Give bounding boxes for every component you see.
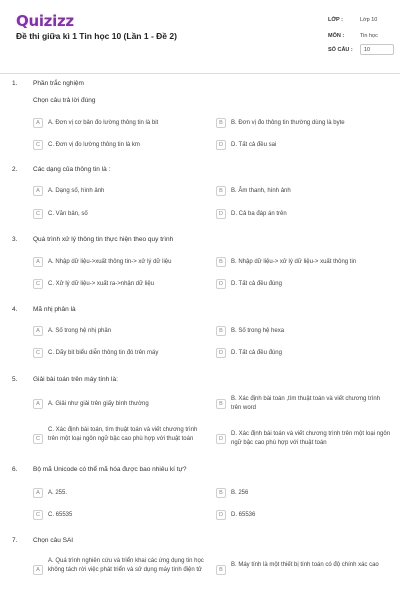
question-text: Giải bài toán trên máy tính là: [33, 376, 118, 383]
option-text: B. Đơn vị đo thông tin thường dùng là byte [231, 120, 345, 126]
subject-field [328, 30, 388, 43]
option-text: B. Âm thanh, hình ảnh [231, 188, 291, 194]
option-letter: B [216, 565, 226, 575]
option-text: D. Xác định bài toán và viết chương trình trên một loại ngôn ngữ bậc cao phù hợp với thuật toán [231, 431, 391, 446]
option-text: D. Tất cả đều đúng [231, 281, 282, 287]
option-text: B. Xác định bài toán ,tìm thuật toán và viết chương trình trên word [231, 396, 381, 411]
worksheet-title: Đề thi giữa kì 1 Tin học 10 (Lần 1 - Đề 2) [16, 31, 177, 41]
option-text: A. Đơn vị cơ bản đo lường thông tin là bit [48, 120, 159, 126]
option-letter: B [216, 118, 226, 128]
class-label: LỚP : [328, 17, 343, 23]
option-letter: C [33, 140, 43, 150]
question-number: 5. [12, 376, 18, 383]
option-text: A. Giải như giải trên giấy bình thường [48, 401, 149, 407]
option-letter: B [216, 399, 226, 409]
option-letter: C [33, 279, 43, 289]
option-letter: D [216, 510, 226, 520]
question-number: 7. [12, 537, 18, 544]
question-text: Phần trắc nghiệm [33, 80, 84, 87]
option-letter: C [33, 348, 43, 358]
header-divider [0, 73, 400, 74]
question-text: Bộ mã Unicode có thể mã hóa được bao nhiêu kí tự? [33, 466, 187, 473]
option-text: C. Đơn vị đo lường thông tin là km [48, 142, 140, 148]
question-text: Quá trình xử lý thông tin thực hiện theo quy trình [33, 236, 174, 243]
question-number: 3. [12, 236, 18, 243]
option-text: C. 65535 [48, 512, 73, 518]
option-text: B. Nhập dữ liệu-> xử lý dữ liệu-> xuất thông tin [231, 259, 357, 265]
option-letter: B [216, 488, 226, 498]
option-letter: A [33, 186, 43, 196]
question-count-value: 10 [360, 44, 394, 55]
class-value: Lớp 10 [360, 17, 378, 23]
option-letter: A [33, 399, 43, 409]
option-text: C. Văn bản, số [48, 211, 88, 217]
option-letter: D [216, 140, 226, 150]
option-text: D. 65536 [231, 512, 256, 518]
question-text: Chọn câu SAI [33, 537, 74, 544]
option-text: C. Dãy bit biểu diễn thông tin đó trên máy [48, 350, 159, 356]
option-text: D. Tất cả đều sai [231, 142, 277, 148]
option-text: A. 255. [48, 490, 68, 496]
option-letter: B [216, 186, 226, 196]
option-letter: A [33, 565, 43, 575]
question-number: 4. [12, 306, 18, 313]
option-text: A. Số trong hệ nhị phân [48, 328, 112, 334]
option-letter: B [216, 257, 226, 267]
option-text: B. 256 [231, 490, 249, 496]
question-count-label: SỐ CÂU : [328, 47, 353, 53]
option-text: A. Nhập dữ liệu->xuất thông tin-> xử lý dữ liệu [48, 259, 172, 265]
option-text: C. Xác định bài toán, tìm thuật toán và viết chương trình trên một loại ngôn ngữ bậc cao phù hợp với thuật toán [48, 427, 198, 442]
option-letter: C [33, 510, 43, 520]
quizizz-logo: Quizizz [16, 12, 74, 30]
option-letter: D [216, 209, 226, 219]
question-text: Các dạng của thông tin là : [33, 166, 111, 173]
option-letter: B [216, 326, 226, 336]
worksheet-header [0, 0, 400, 70]
option-letter: A [33, 488, 43, 498]
question-subtext: Chọn câu trả lời đúng [33, 97, 96, 104]
option-text: D. Cả ba đáp án trên [231, 211, 287, 217]
option-letter: D [216, 434, 226, 444]
option-text: A. Quá trình nghiên cứu và triển khai các ứng dụng tin học không tách rời việc phát triển và sử dụng máy tính điện tử [48, 558, 204, 573]
question-number: 2. [12, 166, 18, 173]
option-letter: D [216, 348, 226, 358]
option-letter: A [33, 326, 43, 336]
option-letter: C [33, 434, 43, 444]
option-letter: A [33, 257, 43, 267]
class-field [328, 14, 388, 27]
question-count-field [328, 44, 388, 57]
option-text: B. Số trong hệ hexa [231, 328, 285, 334]
question-number: 6. [12, 466, 18, 473]
subject-value: Tin học [360, 33, 378, 39]
option-text: B. Máy tính là một thiết bị tính toán có độ chính xác cao [231, 562, 379, 568]
option-text: D. Tất cả đều đúng [231, 350, 282, 356]
option-letter: A [33, 118, 43, 128]
subject-label: MÔN : [328, 33, 345, 39]
option-letter: C [33, 209, 43, 219]
question-text: Mã nhị phân là [33, 306, 76, 313]
option-text: C. Xử lý dữ liệu-> xuất ra->nhận dữ liệu [48, 281, 155, 287]
question-number: 1. [12, 80, 18, 87]
option-text: A. Dạng số, hình ảnh [48, 188, 105, 194]
option-letter: D [216, 279, 226, 289]
